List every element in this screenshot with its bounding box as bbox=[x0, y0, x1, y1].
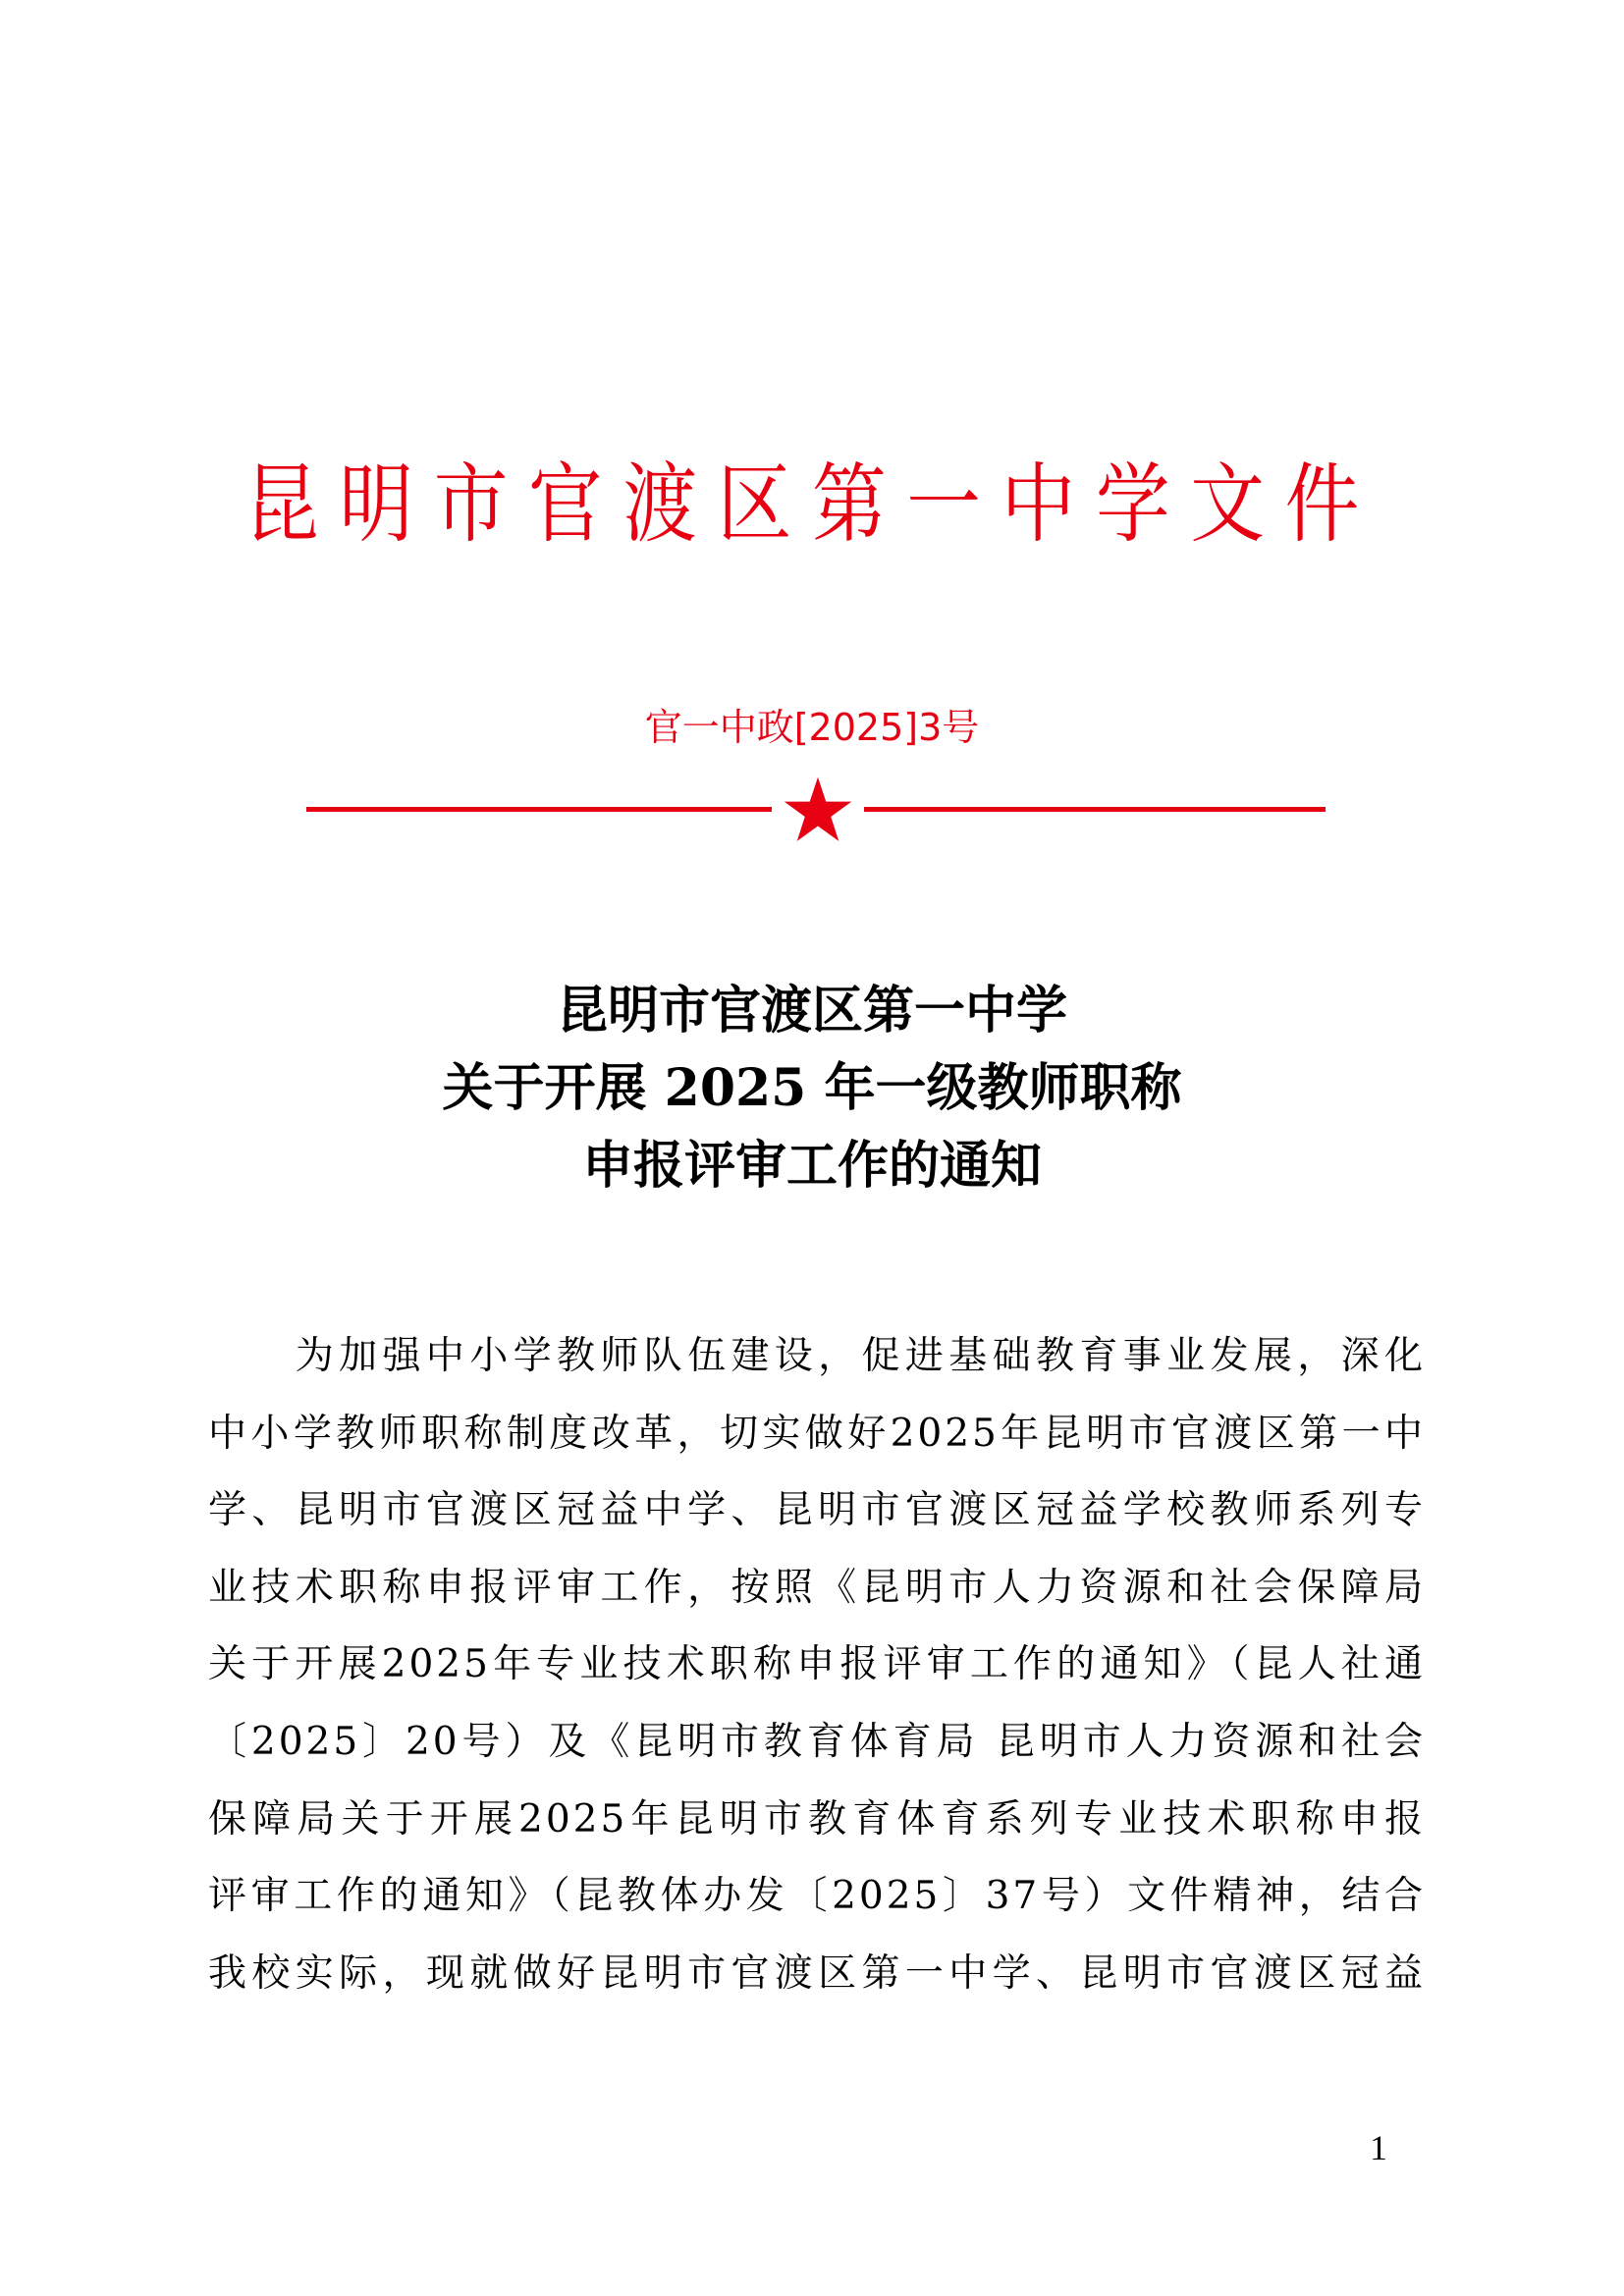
title-line: 昆明市官渡区第一中学 bbox=[556, 981, 1067, 1041]
body-line: 中小学教师职称制度改革，切实做好2025年昆明市官渡区第一中 bbox=[208, 1411, 1426, 1456]
body-line: 为加强中小学教师队伍建设，促进基础教育事业发展，深化 bbox=[208, 1334, 1426, 1378]
notice-body bbox=[208, 1318, 1426, 2012]
body-line: 关于开展2025年专业技术职称申报评审工作的通知》（昆人社通 bbox=[208, 1642, 1426, 1687]
body-line: 〔2025〕20号）及《昆明市教育体育局 昆明市人力资源和社会 bbox=[208, 1719, 1426, 1764]
body-line: 业技术职称申报评审工作，按照《昆明市人力资源和社会保障局 bbox=[208, 1565, 1426, 1610]
body-line: 我校实际，现就做好昆明市官渡区第一中学、昆明市官渡区冠益 bbox=[208, 1950, 1426, 1996]
notice-title bbox=[0, 972, 1624, 1204]
divider-line-left bbox=[306, 807, 772, 812]
body-line: 评审工作的通知》（昆教体办发〔2025〕37号）文件精神，结合 bbox=[208, 1874, 1426, 1919]
document-number: 官一中政[2025]3号 bbox=[644, 706, 980, 749]
red-star-icon bbox=[784, 775, 852, 842]
body-line: 保障局关于开展2025年昆明市教育体育系列专业技术职称申报 bbox=[208, 1796, 1426, 1842]
title-line: 关于开展 2025 年一级教师职称 bbox=[442, 1058, 1182, 1118]
divider-line-right bbox=[864, 807, 1326, 812]
page-number: 1 bbox=[1370, 2128, 1387, 2167]
red-divider bbox=[306, 775, 1326, 842]
title-line: 申报评审工作的通知 bbox=[581, 1136, 1042, 1196]
document-masthead: 昆明市官渡区第一中学文件 bbox=[244, 454, 1380, 555]
body-line: 学、昆明市官渡区冠益中学、昆明市官渡区冠益学校教师系列专 bbox=[208, 1488, 1426, 1533]
